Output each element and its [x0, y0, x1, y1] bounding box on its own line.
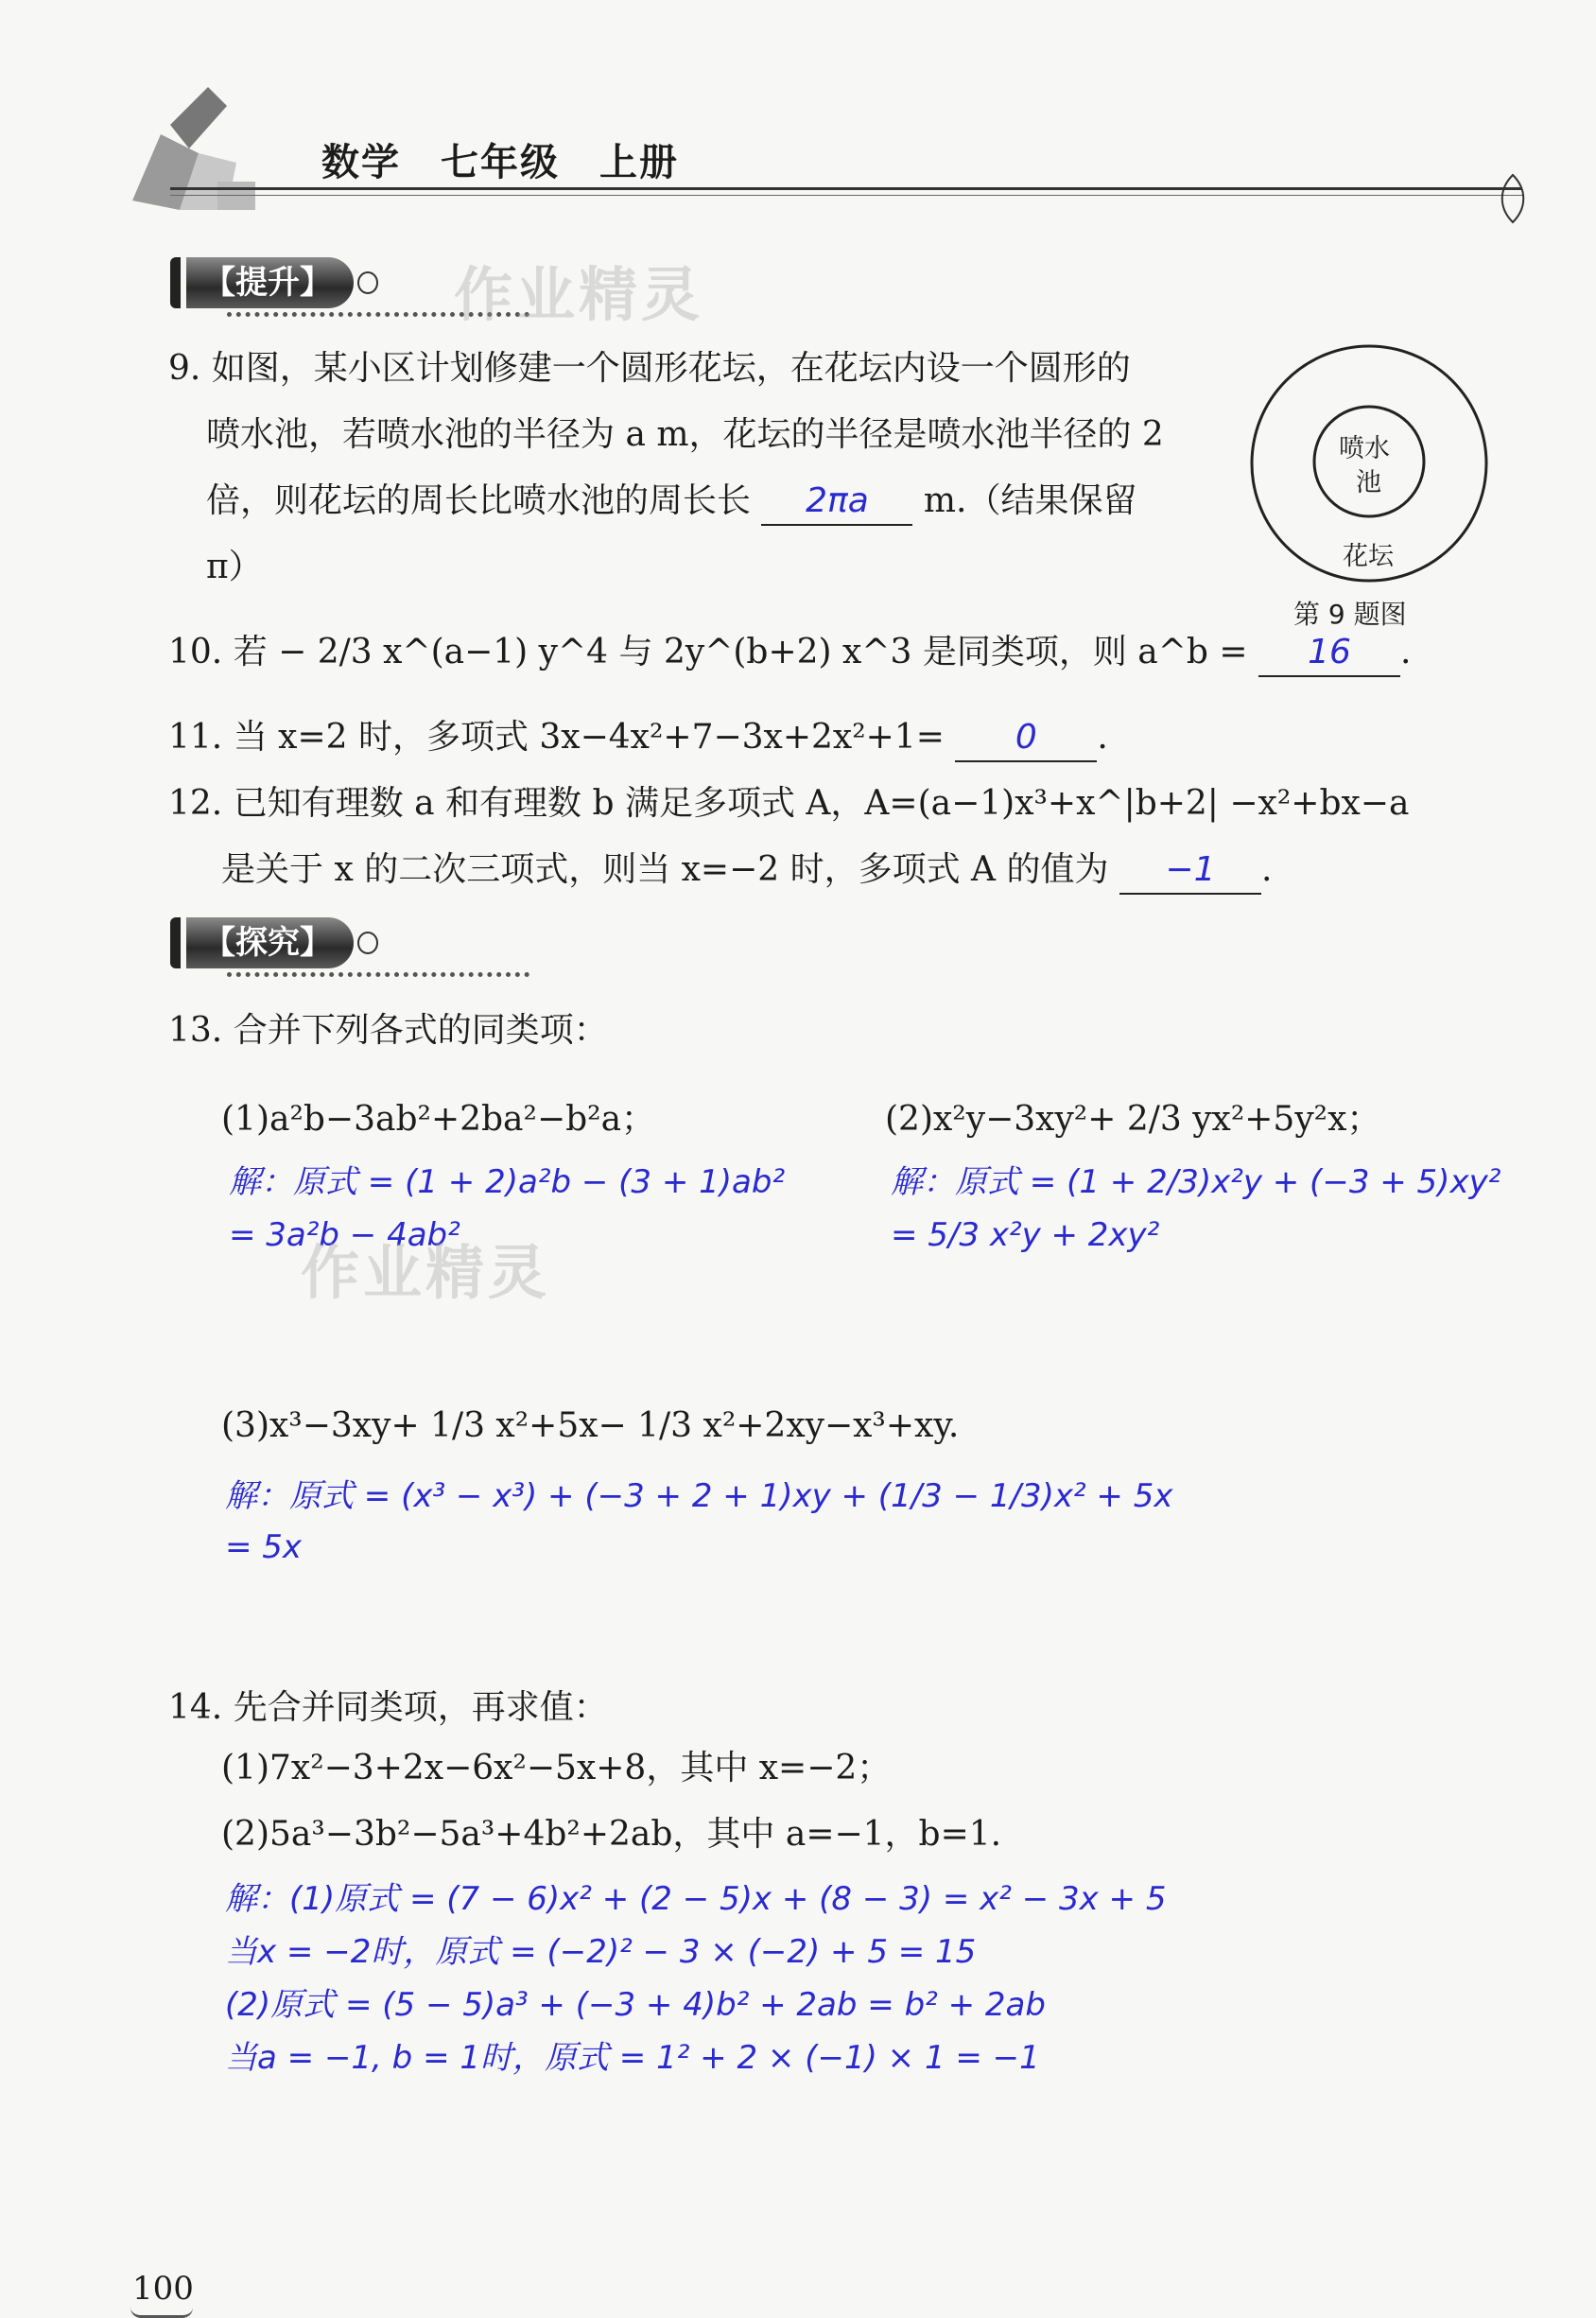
header-rule-thin: [170, 195, 1522, 196]
q13-stem: 13. 合并下列各式的同类项：: [168, 1011, 608, 1050]
q13-p1-sol2: = 3a²b − 4ab²: [229, 1216, 460, 1254]
page-number-underline: [130, 2308, 193, 2318]
q10-answer-blank[interactable]: 16: [1258, 630, 1400, 677]
leaf-icon: [1494, 170, 1532, 227]
q9-line4: π）: [206, 548, 263, 586]
q14-p1: (1)7x²−3+2x−6x²−5x+8，其中 x=−2；: [221, 1749, 892, 1787]
q14-sol-line1: 解：(1)原式 = (7 − 6)x² + (2 − 5)x + (8 − 3) = x² − 3x + 5: [225, 1880, 1167, 1918]
section-tag-tisheng: 【提升】: [170, 253, 378, 312]
flowerbed-label: 花坛: [1343, 542, 1394, 571]
q12-line2: 是关于 x 的二次三项式，则当 x=−2 时，多项式 A 的值为 −1 .: [221, 847, 1272, 895]
q9-line3-pre: 倍，则花坛的周长比喷水池的周长长: [206, 481, 752, 520]
section-tag-tanjiu: 【探究】: [170, 914, 378, 972]
page-header-title: 数学 七年级 上册: [321, 141, 679, 184]
q10: 10. 若 − 2/3 x^(a−1) y^4 与 2y^(b+2) x^3 是同类项，则 a^b = 16 .: [168, 630, 1411, 677]
q14-sol-line3: (2)原式 = (5 − 5)a³ + (−3 + 4)b² + 2ab = b² + 2ab: [225, 1986, 1046, 2024]
page-number: 100: [132, 2270, 194, 2308]
q13-p3-sol2: = 5x: [225, 1528, 303, 1566]
q11: 11. 当 x=2 时，多项式 3x−4x²+7−3x+2x²+1= 0 .: [168, 715, 1108, 762]
q13-p1-sol1: 解：原式 = (1 + 2)a²b − (3 + 1)ab²: [229, 1163, 786, 1201]
header-rule: [170, 187, 1522, 190]
q13-p3-problem: (3)x³−3xy+ 1/3 x²+5x− 1/3 x²+2xy−x³+xy.: [221, 1406, 960, 1445]
q12-line1: 12. 已知有理数 a 和有理数 b 满足多项式 A，A=(a−1)x³+x^|b+2| −x²+bx−a: [168, 784, 1410, 823]
q11-text: 11. 当 x=2 时，多项式 3x−4x²+7−3x+2x²+1=: [168, 718, 945, 757]
figure-caption: 第 9 题图: [1293, 599, 1407, 630]
watermark-text-2: 作业精灵: [301, 1238, 551, 1307]
q9-answer-blank[interactable]: 2πa: [761, 479, 912, 526]
q9-line3-post: m.（结果保留: [923, 481, 1137, 520]
watermark-text: 作业精灵: [454, 260, 704, 329]
q9-line2: 喷水池，若喷水池的半径为 a m，花坛的半径是喷水池半径的 2: [206, 415, 1164, 454]
q12-text: 是关于 x 的二次三项式，则当 x=−2 时，多项式 A 的值为: [221, 850, 1109, 889]
q9-figure: [1246, 340, 1492, 634]
q14-sol-line2: 当x = −2时，原式 = (−2)² − 3 × (−2) + 5 = 15: [225, 1933, 977, 1971]
q13-p2-sol1: 解：原式 = (1 + 2/3)x²y + (−3 + 5)xy²: [891, 1163, 1501, 1201]
q14-sol-line4: 当a = −1, b = 1时，原式 = 1² + 2 × (−1) × 1 = −1: [225, 2039, 1040, 2077]
q12-answer-blank[interactable]: −1: [1119, 847, 1261, 895]
q13-p2-problem: (2)x²y−3xy²+ 2/3 yx²+5y²x；: [885, 1100, 1381, 1139]
q9-line1: 9. 如图，某小区计划修建一个圆形花坛，在花坛内设一个圆形的: [168, 349, 1131, 388]
q10-text: 10. 若 − 2/3 x^(a−1) y^4 与 2y^(b+2) x^3 是同类项，则 a^b =: [168, 633, 1248, 671]
fountain-label-2: 池: [1356, 468, 1381, 497]
fountain-label-1: 喷水: [1339, 434, 1390, 463]
q13-p2-sol2: = 5/3 x²y + 2xy²: [891, 1216, 1160, 1254]
q11-answer-blank[interactable]: 0: [955, 715, 1097, 762]
q14-p2: (2)5a³−3b²−5a³+4b²+2ab，其中 a=−1，b=1.: [221, 1815, 1002, 1854]
q14-stem: 14. 先合并同类项，再求值：: [168, 1688, 608, 1727]
q13-p1-problem: (1)a²b−3ab²+2ba²−b²a；: [221, 1100, 656, 1139]
q9-line3: [206, 479, 1137, 526]
q13-p3-sol1: 解：原式 = (x³ − x³) + (−3 + 2 + 1)xy + (1/3 − 1/3)x² + 5x: [225, 1477, 1173, 1515]
